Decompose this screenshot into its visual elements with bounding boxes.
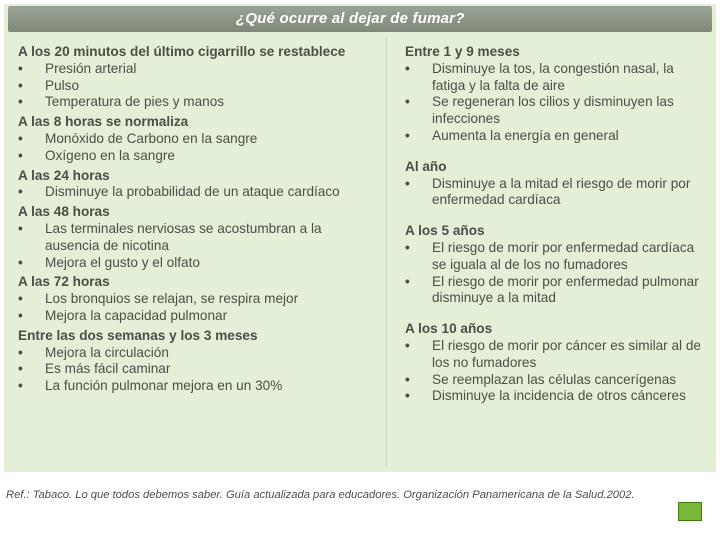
list-item (18, 148, 370, 165)
bullet-icon: • (405, 94, 410, 110)
list-item-text: Los bronquios se relajan, se respira mejor (45, 291, 299, 307)
list-item (405, 128, 705, 145)
timeline-section (405, 159, 705, 209)
bullet-icon: • (18, 344, 23, 360)
bullet-icon: • (18, 94, 23, 110)
list-item-text: Mejora el gusto y el olfato (45, 254, 200, 270)
green-square-icon[interactable] (678, 502, 702, 521)
list-item (405, 240, 705, 274)
list-item (405, 372, 705, 389)
reference-note: Ref.: Tabaco. Lo que todos debemos saber. Guía actualizada para educadores. Organización Panamericana de la Salud.2002. (6, 489, 635, 501)
list-item-text: Pulso (45, 77, 80, 93)
section-heading: A las 48 horas (18, 204, 110, 220)
benefit-list (18, 291, 370, 325)
bullet-icon: • (18, 220, 23, 236)
list-item (18, 308, 370, 325)
list-item (405, 338, 705, 372)
bullet-icon: • (405, 127, 410, 143)
list-item (405, 61, 705, 95)
bullet-icon: • (18, 60, 23, 76)
list-item-text: Oxígeno en la sangre (45, 147, 175, 163)
timeline-section (405, 223, 705, 307)
list-item-text: La función pulmonar mejora en un 30% (45, 378, 283, 394)
benefit-list (18, 345, 370, 395)
bullet-icon: • (18, 130, 23, 146)
list-item (18, 255, 370, 272)
bullet-icon: • (405, 239, 410, 255)
bullet-icon: • (18, 378, 23, 394)
page-title: ¿Qué ocurre al dejar de fumar? (236, 10, 465, 27)
list-item (18, 94, 370, 111)
bullet-icon: • (405, 371, 410, 387)
list-item (18, 345, 370, 362)
list-item (18, 291, 370, 308)
list-item-text: Aumenta la energía en general (432, 127, 619, 143)
bullet-icon: • (18, 77, 23, 93)
list-item-text: El riesgo de morir por enfermedad cardíaca se iguala al de los no fumadores (432, 239, 695, 272)
section-heading: Entre 1 y 9 meses (405, 44, 520, 59)
list-item-text: Es más fácil caminar (45, 361, 171, 377)
list-item-text: Las terminales nerviosas se acostumbran a la ausencia de nicotina (45, 220, 322, 253)
list-item (405, 388, 705, 405)
right-column (405, 44, 705, 405)
list-item-text: Disminuye la probabilidad de un ataque cardíaco (45, 184, 340, 200)
bullet-icon: • (405, 337, 410, 353)
list-item-text: Mejora la capacidad pulmonar (45, 307, 228, 323)
benefit-list (405, 176, 705, 210)
list-item (18, 378, 370, 395)
list-item-text: Se reemplazan las células cancerígenas (432, 371, 677, 387)
list-item-text: Se regeneran los cilios y disminuyen las infecciones (432, 94, 674, 127)
section-heading: A las 72 horas (18, 274, 110, 290)
section-heading: A las 24 horas (18, 167, 110, 183)
bullet-icon: • (18, 147, 23, 163)
column-divider (386, 38, 387, 466)
list-item (405, 94, 705, 128)
bullet-icon: • (405, 388, 410, 404)
list-item (405, 274, 705, 308)
bullet-icon: • (18, 291, 23, 307)
list-item-text: El riesgo de morir por cáncer es similar al de los no fumadores (432, 337, 701, 370)
list-item (18, 78, 370, 95)
bullet-icon: • (18, 184, 23, 200)
timeline-section (405, 44, 705, 145)
list-item-text: Temperatura de pies y manos (45, 94, 225, 110)
timeline-section (405, 321, 705, 405)
timeline-section (18, 168, 370, 202)
bullet-icon: • (405, 273, 410, 289)
left-column (18, 44, 370, 395)
list-item (18, 221, 370, 255)
bullet-icon: • (18, 361, 23, 377)
benefit-list (405, 61, 705, 145)
list-item (18, 184, 370, 201)
title-bar (8, 6, 712, 32)
benefit-list (405, 240, 705, 307)
benefit-list (405, 338, 705, 405)
timeline-section (18, 274, 370, 324)
section-heading: A los 10 años (405, 321, 493, 337)
bullet-icon: • (405, 60, 410, 76)
section-heading: A los 5 años (405, 223, 485, 239)
list-item-text: Disminuye a la mitad el riesgo de morir por enfermedad cardíaca (432, 175, 691, 208)
list-item (18, 61, 370, 78)
section-heading: A los 20 minutos del último cigarrillo se restablece (18, 44, 346, 59)
list-item-text: Disminuye la incidencia de otros cánceres (432, 388, 686, 404)
list-item-text: Presión arterial (45, 60, 137, 76)
list-item (18, 361, 370, 378)
list-item-text: El riesgo de morir por enfermedad pulmonar disminuye a la mitad (432, 273, 699, 306)
benefit-list (18, 221, 370, 271)
bullet-icon: • (18, 254, 23, 270)
benefit-list (18, 131, 370, 165)
timeline-section (18, 328, 370, 395)
benefit-list (18, 184, 370, 201)
timeline-section (18, 44, 370, 111)
section-heading: Al año (405, 158, 447, 174)
list-item-text: Disminuye la tos, la congestión nasal, la fatiga y la falta de aire (432, 60, 674, 93)
benefit-list (18, 61, 370, 111)
list-item-text: Mejora la circulación (45, 344, 169, 360)
bullet-icon: • (405, 175, 410, 191)
section-heading: A las 8 horas se normaliza (18, 114, 189, 130)
bullet-icon: • (18, 307, 23, 323)
list-item (405, 176, 705, 210)
section-heading: Entre las dos semanas y los 3 meses (18, 327, 258, 343)
timeline-section (18, 114, 370, 164)
list-item (18, 131, 370, 148)
timeline-section (18, 204, 370, 271)
list-item-text: Monóxido de Carbono en la sangre (45, 130, 258, 146)
